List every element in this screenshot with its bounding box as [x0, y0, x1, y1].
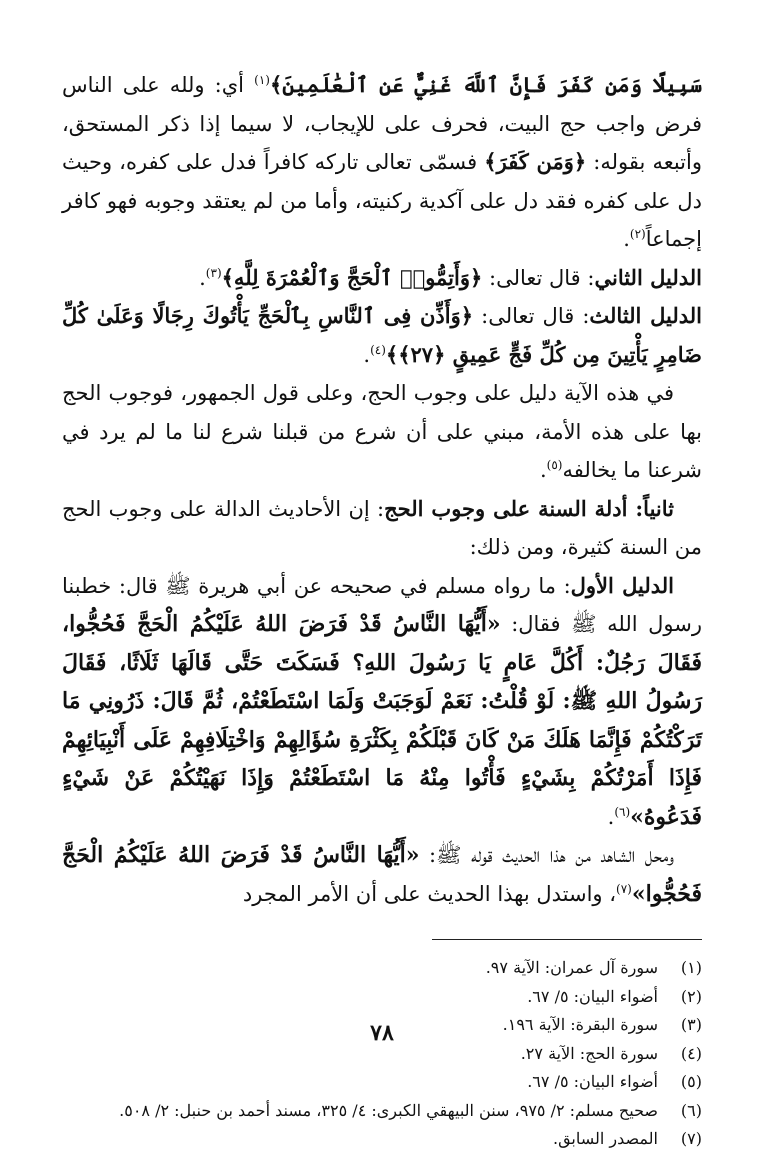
hadith-text: «أَيُّهَا النَّاسُ قَدْ فَرَضَ اللهُ عَلَيْكُمُ الْحَجَّ فَحُجُّوا»	[62, 842, 702, 907]
footnote-marker: (٧)	[616, 881, 632, 896]
bold-heading: ثانياً: أدلة السنة على وجوب الحج	[384, 495, 674, 521]
paragraph	[62, 66, 702, 259]
paragraph-text: فسمّى تعالى تاركه كافراً فدل على كفره، وحيث دل على كفره فقد دل على آكدية ركنيته، وأما من لم يعتقد وجوبه فهو كافر إجماعاً	[62, 150, 702, 251]
paragraph-text: في هذه الآية دليل على وجوب الحج، وعلى قول الجمهور، فوجوب الحج بها على هذه الأمة، مبني على أن شرع من قبلنا شرع لنا ما لم يرد في شرعنا ما يخالفه	[62, 381, 702, 482]
footnote-text: صحيح مسلم: ٢/ ٩٧٥، سنن البيهقي الكبرى: ٤/ ٣٢٥، مسند أحمد بن حنبل: ٢/ ٥٠٨.	[119, 1100, 658, 1120]
page-number: ٧٨	[370, 1020, 394, 1046]
paragraph	[62, 836, 702, 913]
footnote-text: سورة الحج: الآية ٢٧.	[520, 1043, 658, 1063]
paragraph-text: .	[607, 804, 615, 829]
quran-verse: سَبِيلًا وَمَن كَفَرَ فَإِنَّ ٱللَّهَ غَنِيٌّ عَنِ ٱلْعَٰلَمِينَ﴾	[269, 72, 702, 97]
paragraph-text: .	[363, 342, 371, 367]
footnote-number: (٤)	[680, 1043, 702, 1063]
paragraph-text: .	[539, 458, 547, 482]
footnote-marker: (٥)	[546, 458, 563, 472]
footnote-text: أضواء البيان: ٥/ ٦٧.	[527, 1072, 658, 1091]
footnote-item	[62, 954, 702, 983]
footnote-text: أضواء البيان: ٥/ ٦٧.	[527, 986, 658, 1006]
footnotes-list	[62, 954, 702, 1154]
quran-verse: ﴿وَأَذِّن فِى ٱلنَّاسِ بِٱلْحَجِّ يَأْتُوكَ رِجَالًا وَعَلَىٰ كُلِّ ضَامِرٍ يَأْتِينَ مِن كُلِّ فَجٍّ عَمِيقٍ ﴿٢٧﴾﴾	[62, 303, 702, 367]
footnote-marker: (١)	[254, 73, 270, 87]
footnote-marker: (٢)	[629, 227, 646, 241]
footnote-item	[62, 1097, 702, 1126]
paragraph-text: أي: ولله على الناس فرض واجب حج البيت، فحرف على للإيجاب، لا سيما إذا ذكر المستحق، وأتبعه بقوله:	[62, 73, 702, 174]
paragraph-text: : إن الأحاديث الدالة على وجوب الحج من السنة كثيرة، ومن ذلك:	[62, 496, 702, 559]
paragraph-text: ، واستدل بهذا الحديث على أن الأمر المجرد	[242, 881, 617, 906]
body-text	[62, 66, 702, 913]
quran-verse: ﴿وَأَتِمُّوا۟ ٱلْحَجَّ وَٱلْعُمْرَةَ لِلَّهِ﴾	[221, 264, 483, 290]
paragraph-text: : قال تعالى:	[473, 304, 590, 328]
footnote-number: (١)	[680, 958, 702, 977]
footnote-text: المصدر السابق.	[552, 1129, 658, 1148]
paragraph-text: : قال تعالى:	[482, 265, 595, 290]
paragraph	[62, 374, 702, 490]
bold-heading: الدليل الثالث	[589, 303, 702, 328]
paragraph	[62, 297, 702, 374]
footnote-text: سورة البقرة: الآية ١٩٦.	[502, 1015, 658, 1034]
footnote-marker: (٤)	[370, 342, 386, 357]
paragraph	[62, 490, 702, 567]
footnote-item	[62, 983, 702, 1012]
footnote-number: (٢)	[680, 986, 702, 1006]
footnote-marker: (٦)	[614, 804, 631, 819]
hadith-text: «أَيُّهَا النَّاسُ قَدْ فَرَضَ اللهُ عَلَيْكُمُ الْحَجَّ فَحُجُّوا، فَقَالَ رَجُلٌ: أَكُلَّ عَامٍ يَا رَسُولَ اللهِ؟ فَسَكَتَ حَتَّى قَالَهَا ثَلَاثًا، فَقَالَ رَسُولُ اللهِ ﷺ: لَوْ قُلْتُ: نَعَمْ لَوَجَبَتْ وَلَمَا اسْتَطَعْتُمْ، ثُمَّ قَالَ: ذَرُونِي مَا تَرَكْتُكُمْ فَإِنَّمَا هَلَكَ مَنْ كَانَ قَبْلَكُمْ بِكَثْرَةِ سُؤَالِهِمْ وَاخْتِلَافِهِمْ عَلَى أَنْبِيَائِهِمْ فَإِذَا أَمَرْتُكُمْ بِشَيْءٍ فَأْتُوا مِنْهُ مَا اسْتَطَعْتُمْ وَإِذَا نَهَيْتُكُمْ عَنْ شَيْءٍ فَدَعُوهُ»	[62, 611, 702, 830]
paragraph-text: .	[199, 265, 206, 290]
paragraph	[62, 259, 702, 298]
footnote-number: (٧)	[680, 1129, 702, 1148]
footnote-divider	[432, 939, 702, 940]
paragraph-text: : ما رواه مسلم في صحيحه عن أبي هريرة ﷺ قال: خطبنا رسول الله ﷺ فقال:	[62, 573, 703, 636]
bold-heading: الدليل الأول	[570, 572, 674, 598]
footnote-text: سورة آل عمران: الآية ٩٧.	[485, 958, 658, 977]
footnote-item	[62, 1068, 702, 1097]
quran-verse: ﴿وَمَن كَفَرَ﴾	[484, 149, 587, 174]
footnote-item	[62, 1125, 702, 1154]
footnote-number: (٥)	[680, 1072, 702, 1091]
paragraph-text: ومحل الشاهد من هذا الحديث قوله ﷺ:	[419, 843, 674, 867]
paragraph-text: .	[623, 227, 630, 251]
footnote-marker: (٣)	[205, 265, 222, 280]
footnote-number: (٣)	[680, 1015, 702, 1034]
paragraph	[62, 567, 702, 837]
bold-heading: الدليل الثاني	[594, 264, 702, 290]
footnote-number: (٦)	[680, 1100, 702, 1120]
